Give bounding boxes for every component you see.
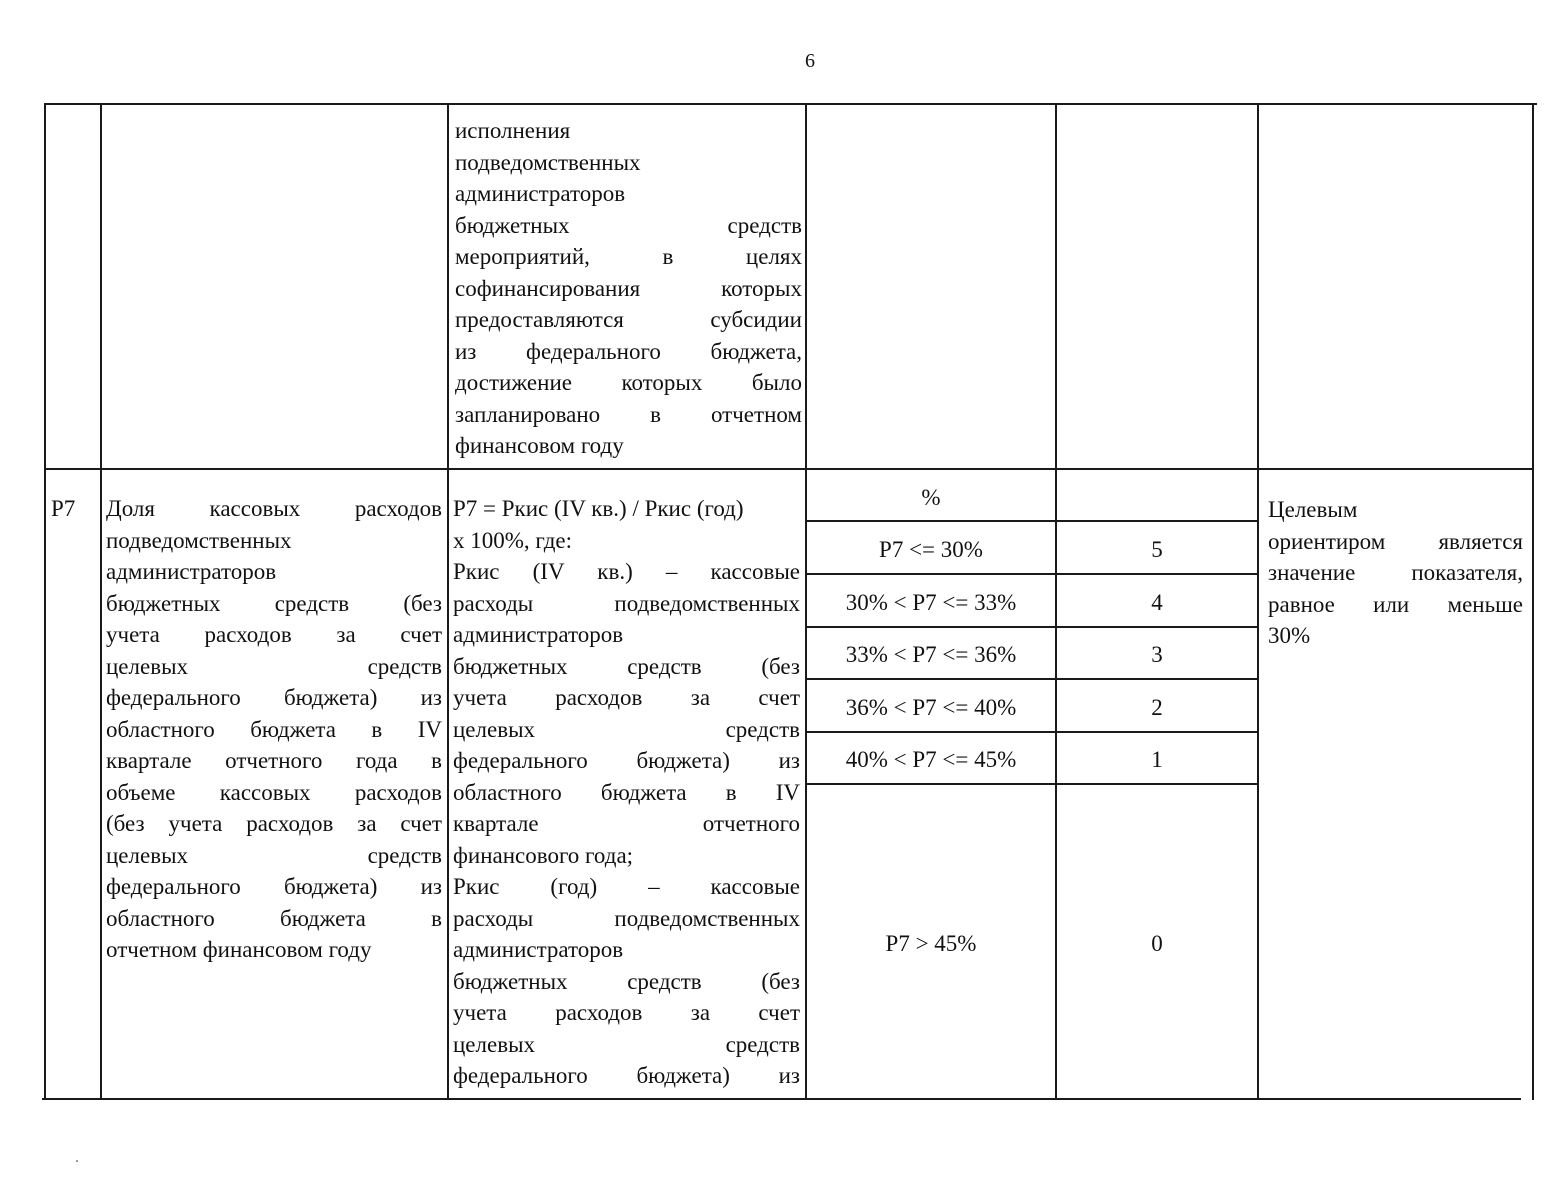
text-line: исполнения — [455, 118, 571, 143]
text-line: из федерального бюджета, — [455, 338, 802, 364]
grade-condition: 36% < Р7 <= 40% — [845, 695, 1017, 720]
table-left-border — [44, 103, 46, 1100]
text-line: бюджетных средств (без — [453, 968, 800, 994]
text-line: целевых средств — [106, 653, 442, 679]
grade-divider — [805, 573, 1257, 575]
text-line: администраторов — [453, 937, 624, 962]
text-line: расходы подведомственных — [453, 590, 800, 616]
grade-score: 1 — [1151, 747, 1163, 772]
text-line: равное или меньше — [1268, 591, 1523, 617]
text-line: федерального бюджета) из — [106, 874, 442, 899]
text-line: целевых средств — [453, 716, 800, 742]
text-line: бюджетных средств — [455, 212, 802, 238]
indicator-name-cell — [106, 493, 442, 966]
text-line: предоставляются субсидии — [455, 307, 802, 332]
text-line: администраторов — [455, 181, 626, 206]
text-line: целевых средств — [453, 1031, 800, 1057]
grade-score: 2 — [1151, 695, 1163, 720]
grade-condition: 33% < Р7 <= 36% — [845, 642, 1017, 667]
text-line: федерального бюджета) из — [453, 748, 800, 773]
text-line: Р7 = Ркис (IV кв.) / Ркис (год) — [453, 496, 744, 521]
grade-condition: Р7 <= 30% — [879, 537, 983, 562]
column-divider — [1257, 103, 1259, 1100]
text-line: администраторов — [453, 622, 624, 647]
text-line: объеме кассовых расходов — [106, 779, 442, 805]
grade-condition: 30% < Р7 <= 33% — [845, 590, 1017, 615]
grade-divider — [805, 731, 1257, 733]
text-line: подведомственных — [106, 527, 292, 553]
grade-divider — [805, 626, 1257, 628]
text-line: запланировано в отчетном — [455, 401, 802, 427]
target-value-cell — [1268, 494, 1523, 652]
indicator-formula-cell — [453, 493, 800, 1092]
continuation-formula-cell — [455, 115, 802, 462]
text-line: областного бюджета в IV — [453, 779, 800, 805]
column-divider — [447, 103, 449, 1100]
row-divider — [44, 468, 1532, 470]
text-line: учета расходов за счет — [453, 1000, 800, 1025]
text-line: областного бюджета в IV — [106, 716, 442, 742]
text-line: администраторов — [106, 559, 277, 584]
text-line: учета расходов за счет — [106, 622, 442, 647]
text-line: Ркис (IV кв.) – кассовые — [453, 559, 800, 584]
text-line: финансового года; — [453, 842, 634, 868]
text-line: Целевым — [1268, 497, 1358, 522]
indicator-code: Р7 — [51, 496, 76, 521]
text-line: значение показателя, — [1268, 560, 1523, 585]
grade-condition: 40% < Р7 <= 45% — [845, 747, 1017, 772]
text-line: бюджетных средств (без — [106, 590, 442, 616]
text-line: расходы подведомственных — [453, 905, 800, 931]
table-bottom-border — [42, 1098, 1521, 1100]
text-line: квартале отчетного года в — [106, 748, 442, 773]
text-line: Доля кассовых расходов — [106, 496, 442, 521]
text-line: Ркис (год) – кассовые — [453, 874, 800, 899]
table-right-border — [1532, 103, 1534, 1100]
grade-score: 3 — [1151, 642, 1163, 667]
text-line: учета расходов за счет — [453, 685, 800, 710]
text-line: областного бюджета в — [106, 905, 442, 931]
page-number: 6 — [805, 50, 815, 72]
text-line: бюджетных средств (без — [453, 653, 800, 679]
grade-condition: Р7 > 45% — [885, 931, 977, 956]
column-divider — [100, 103, 102, 1100]
text-line: ориентиром является — [1268, 528, 1523, 554]
text-line: финансовом году — [455, 433, 624, 458]
text-line: целевых средств — [106, 842, 442, 868]
grade-divider — [805, 520, 1257, 522]
text-line: квартале отчетного — [453, 811, 800, 836]
grade-divider — [805, 783, 1257, 785]
grade-score: 5 — [1151, 537, 1163, 562]
text-line: 30% — [1268, 623, 1311, 648]
text-line: достижение которых было — [455, 370, 802, 395]
text-line: федерального бюджета) из — [453, 1063, 800, 1088]
grade-divider — [805, 678, 1257, 680]
unit-label: % — [921, 485, 941, 510]
text-line: федерального бюджета) из — [106, 685, 442, 710]
text-line: х 100%, где: — [453, 527, 572, 553]
scan-speck — [76, 1160, 78, 1162]
text-line: (без учета расходов за счет — [106, 811, 442, 836]
table-top-border — [44, 103, 1537, 105]
grade-score: 0 — [1151, 931, 1163, 956]
text-line: софинансирования которых — [455, 275, 802, 301]
text-line: отчетном финансовом году — [106, 937, 372, 962]
grade-score: 4 — [1151, 590, 1163, 615]
text-line: мероприятий, в целях — [455, 244, 802, 269]
text-line: подведомственных — [455, 149, 641, 175]
